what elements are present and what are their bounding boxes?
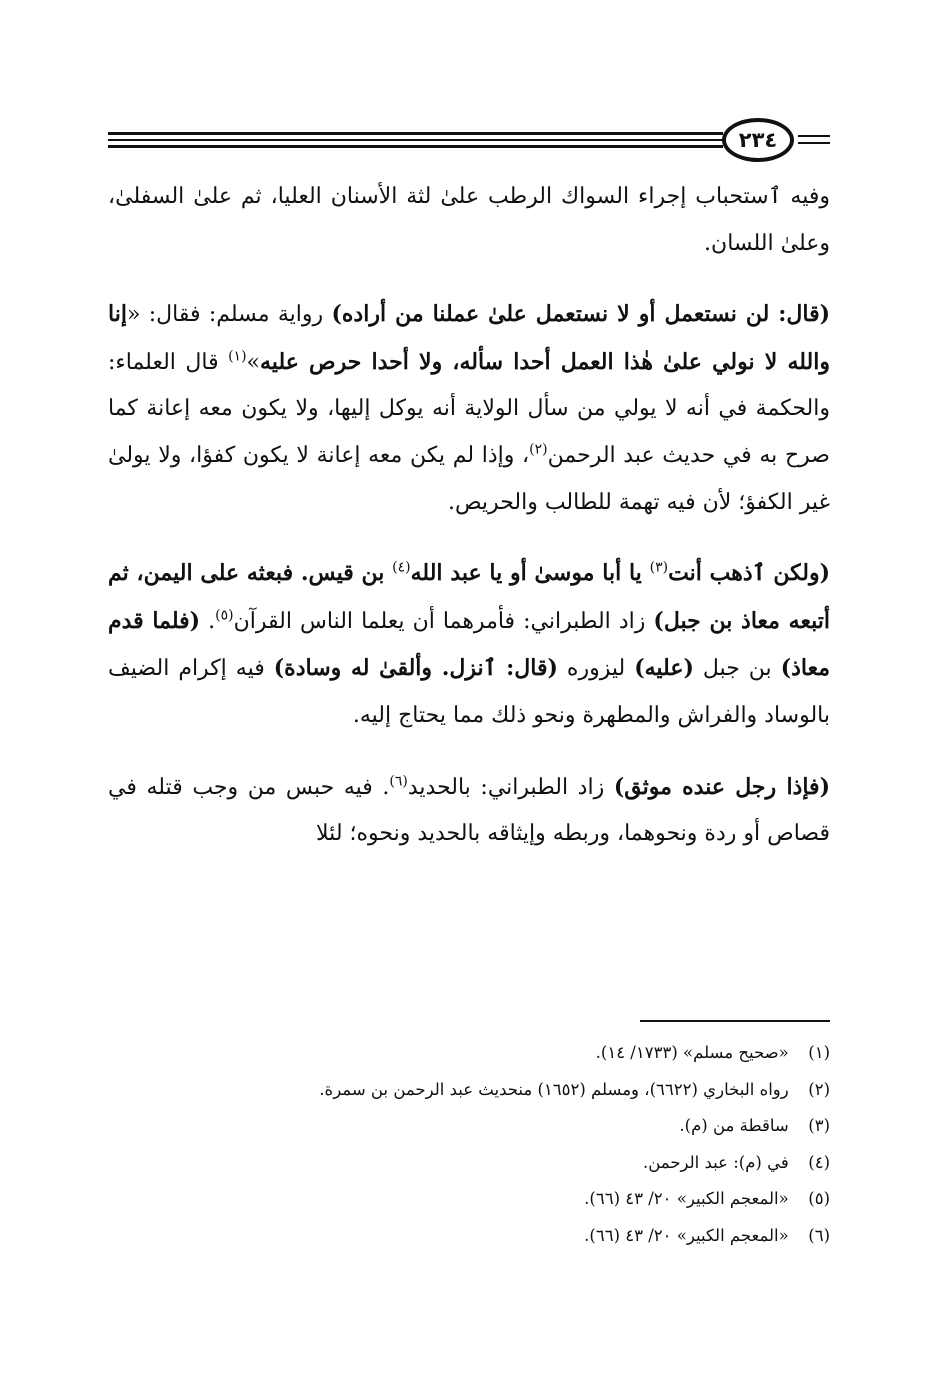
footnote-number: (٤) — [808, 1152, 830, 1172]
paragraph — [108, 291, 830, 526]
commentary-text: زاد الطبراني: فأمرهما أن يعلما الناس القرآن — [233, 608, 654, 634]
footnote-number: (٥) — [808, 1189, 830, 1208]
page-header — [108, 118, 830, 168]
footnote-ref: (٤) — [392, 559, 411, 576]
footnote — [108, 1035, 830, 1072]
page-number-badge — [722, 118, 794, 162]
footnote — [108, 1218, 830, 1255]
quoted-text: يا أبا موسىٰ أو يا عبد الله — [410, 560, 650, 587]
commentary-text: بن جبل — [693, 656, 781, 682]
page-number: ٢٣٤ — [738, 128, 778, 152]
footnote — [108, 1145, 830, 1182]
quoted-text: (قال: ٱنزل. وألقىٰ له وسادة) — [273, 655, 558, 682]
header-rule-tail — [798, 135, 830, 137]
quoted-text: (عليه) — [634, 655, 694, 682]
quoted-text: (فإذا رجل عنده موثق) — [613, 773, 830, 800]
commentary-text: . — [200, 608, 216, 634]
footnote-text: رواه البخاري (٦٦٢٢)، ومسلم (١٦٥٢) منحديث عبد الرحمن بن سمرة. — [319, 1079, 789, 1099]
footnote-ref: (١) — [228, 348, 247, 365]
footnote-text: ساقطة من (م). — [679, 1116, 789, 1135]
paragraph — [108, 550, 830, 739]
header-rule — [108, 145, 723, 148]
footnote-text: «صحيح مسلم» (١٧٣٣/ ١٤). — [595, 1043, 789, 1062]
footnote-text: «المعجم الكبير» ٢٠/ ٤٣ (٦٦). — [584, 1225, 789, 1245]
footnote-number: (٣) — [808, 1116, 830, 1135]
commentary-text: ليزوره — [557, 656, 635, 682]
footnote-ref: (٥) — [215, 607, 234, 624]
footnote — [108, 1181, 830, 1218]
paragraph — [108, 764, 830, 858]
footnote-ref: (٢) — [529, 441, 548, 458]
footnote-separator — [640, 1020, 830, 1022]
footnote-number: (٦) — [808, 1225, 830, 1245]
commentary-text: فيه إكرام الضيف بالوساد والفراش والمطهرة ونحو ذلك مما يحتاج إليه. — [108, 656, 830, 728]
quoted-text: (فلما قدم معاذ) — [108, 607, 830, 682]
commentary-text: . فيه حبس من وجب قتله في قصاص أو ردة ونحوهما، وربطه وإيثاقه بالحديد ونحوه؛ لئلا — [108, 774, 830, 847]
footnote-text: في (م): عبد الرحمن. — [642, 1152, 789, 1172]
footnotes — [108, 1035, 830, 1254]
commentary-text: زاد الطبراني: بالحديد — [407, 774, 614, 800]
commentary-text: » — [246, 349, 261, 375]
header-rule — [108, 132, 723, 135]
header-rule-tail — [798, 142, 830, 144]
quoted-text: (ولكن ٱذهب أنت — [668, 560, 830, 587]
commentary-text: ، وإذا لم يكن معه إعانة لا يكون كفؤا، ولا يولىٰ غير الكفؤ؛ لأن فيه تهمة للطالب والحريص. — [108, 442, 830, 515]
footnote-number: (١) — [808, 1043, 830, 1062]
footnote — [108, 1108, 830, 1145]
commentary-text: رواية مسلم: فقال: « — [126, 302, 332, 328]
main-text — [108, 174, 830, 882]
quoted-text: إنا والله لا نولي علىٰ هٰذا العمل أحدا سأله، ولا أحدا حرص عليه — [108, 301, 830, 375]
header-rule — [108, 139, 723, 141]
footnote-ref: (٣) — [649, 559, 669, 576]
footnote-number: (٢) — [808, 1079, 830, 1099]
paragraph — [108, 174, 830, 267]
footnote-text: «المعجم الكبير» ٢٠/ ٤٣ (٦٦). — [584, 1189, 789, 1208]
commentary-text: قال العلماء: والحكمة في أنه لا يولي من سأل الولاية أنه يوكل إليها، ولا يكون معه إعانة كما صرح به في حديث عبد الرحمن — [108, 349, 830, 468]
quoted-text: بن قيس. فبعثه على اليمن، ثم أتبعه معاذ بن جبل) — [108, 560, 830, 634]
footnote — [108, 1072, 830, 1109]
commentary-text: وفيه ٱستحباب إجراء السواك الرطب علىٰ لثة الأسنان العليا، ثم علىٰ السفلىٰ، وعلىٰ اللسان. — [108, 184, 830, 256]
footnote-ref: (٦) — [389, 773, 408, 790]
quoted-text: (قال: لن نستعمل أو لا نستعمل علىٰ عملنا من أراده) — [331, 301, 830, 328]
